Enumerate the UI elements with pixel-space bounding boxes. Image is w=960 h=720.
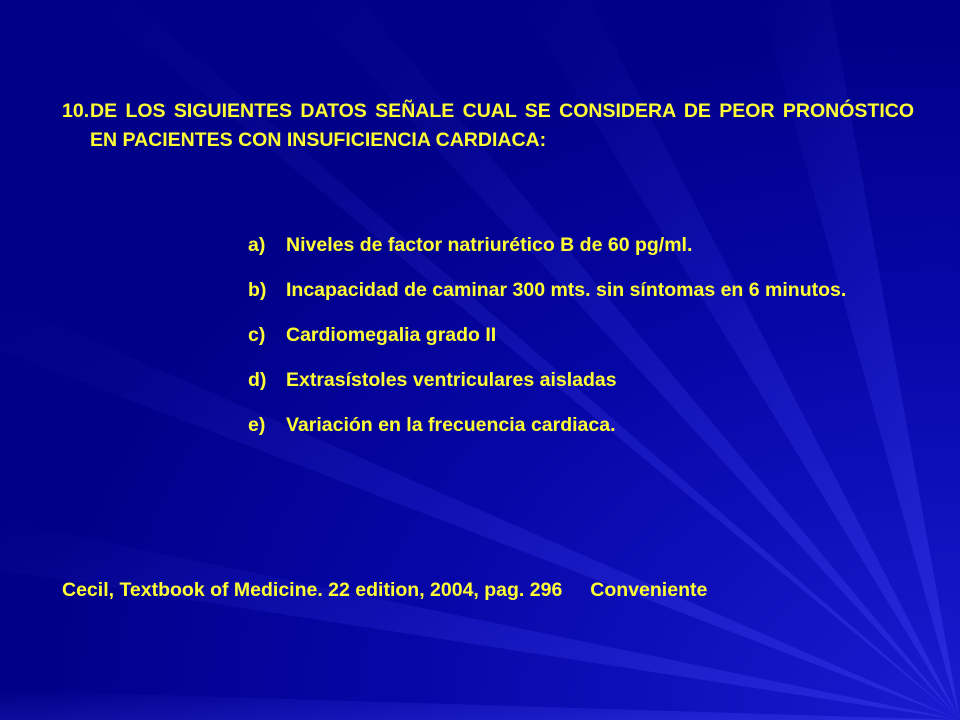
question-text: DE LOS SIGUIENTES DATOS SEÑALE CUAL SE CONSIDERA DE PEOR PRONÓSTICO EN PACIENTES CON INSUFICIENCIA CARDIACA: [90, 100, 914, 151]
option-letter: e) [248, 414, 266, 436]
option-text: Niveles de factor natriurético B de 60 pg/ml. [286, 234, 693, 256]
citation-source: Cecil, Textbook of Medicine. 22 edition, 2004, pag. 296 [62, 579, 563, 601]
option-c [248, 319, 908, 364]
citation [62, 576, 707, 605]
answer-options [248, 229, 908, 454]
option-text: Cardiomegalia grado II [286, 324, 497, 346]
option-d [248, 364, 908, 409]
question-number: 10. [62, 100, 90, 122]
option-letter: b) [248, 279, 267, 301]
option-letter: a) [248, 234, 266, 256]
question [62, 97, 914, 155]
option-letter: d) [248, 369, 267, 391]
citation-note: Conveniente [590, 579, 708, 601]
option-text: Incapacidad de caminar 300 mts. sin síntomas en 6 minutos. [286, 279, 847, 301]
option-text: Variación en la frecuencia cardiaca. [286, 414, 616, 436]
option-letter: c) [248, 324, 266, 346]
option-e [248, 409, 908, 454]
option-text: Extrasístoles ventriculares aisladas [286, 369, 617, 391]
option-a [248, 229, 908, 274]
option-b [248, 274, 908, 319]
